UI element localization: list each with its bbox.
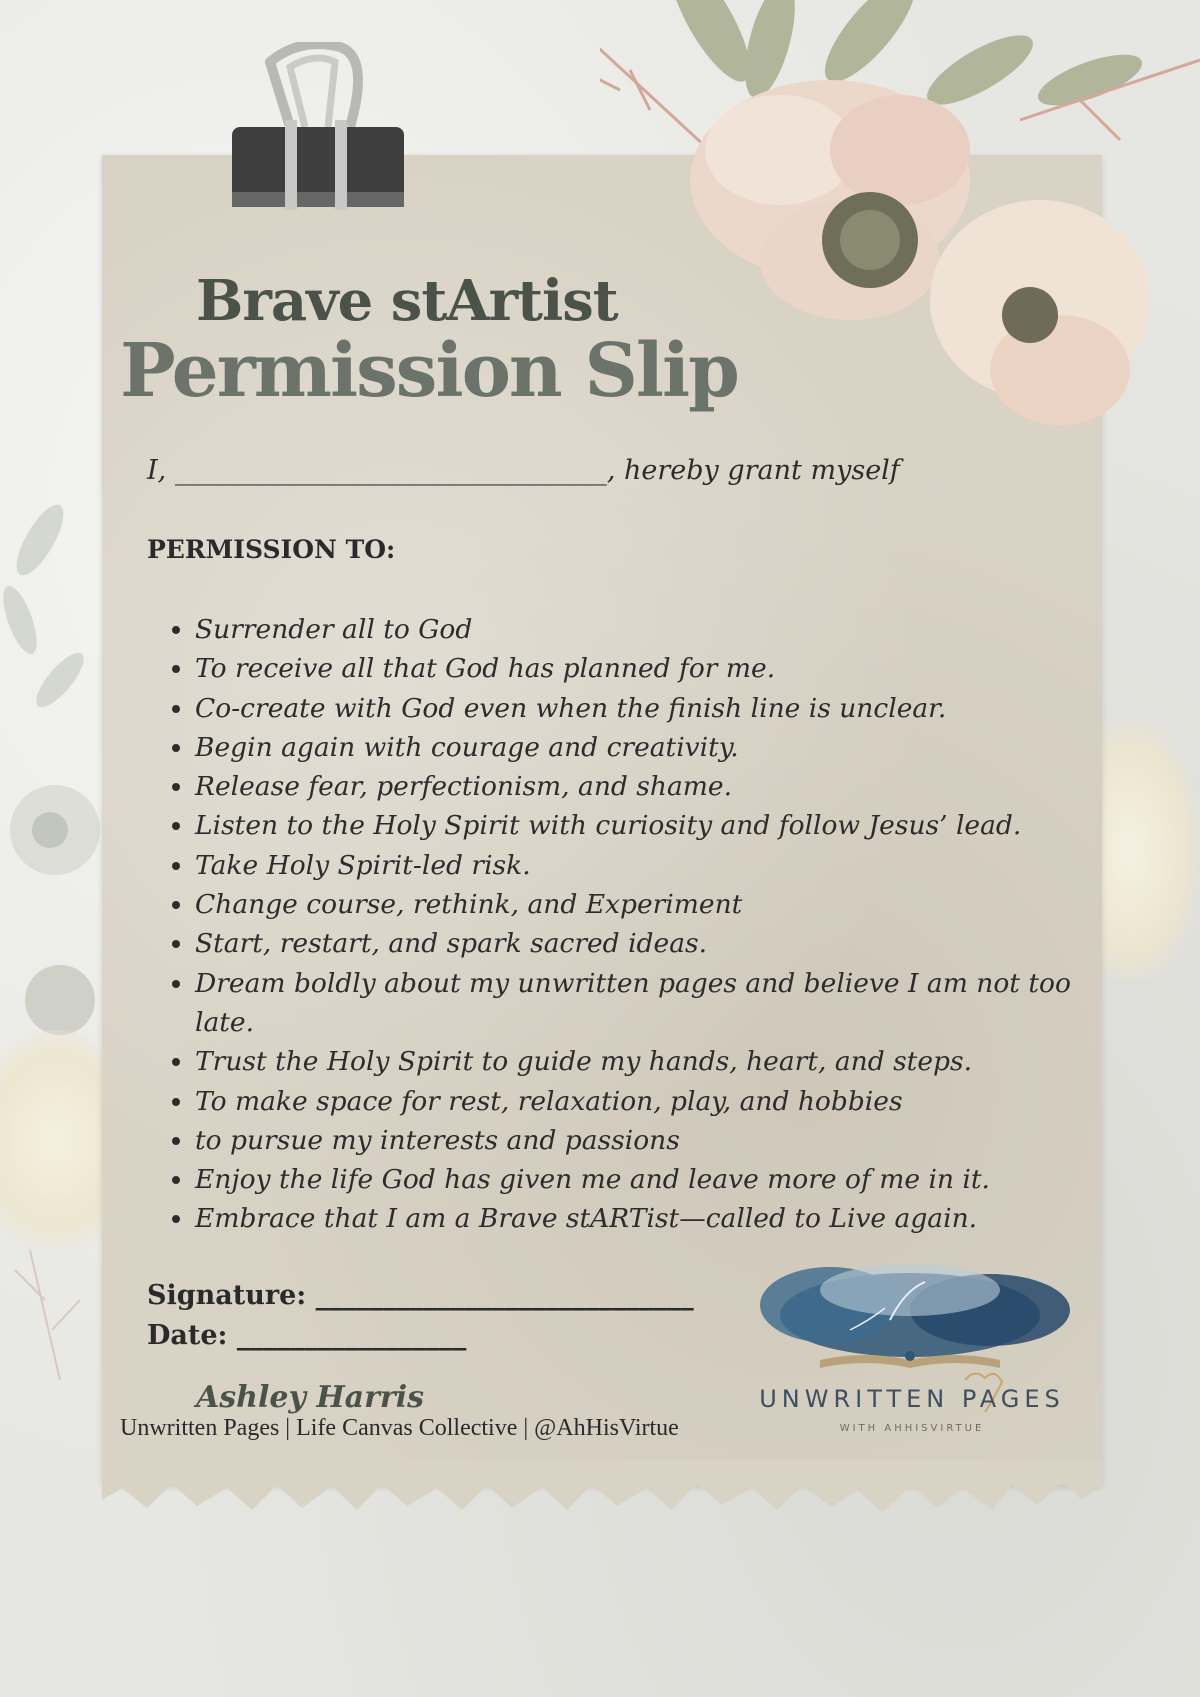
list-item: • Embrace that I am a Brave stARTist—called to Live again.: [195, 1199, 1095, 1238]
footer-credit: Unwritten Pages | Life Canvas Collective | @AhHisVirtue: [120, 1415, 679, 1441]
list-item: • To make space for rest, relaxation, play, and hobbies: [195, 1082, 1095, 1121]
leaves-decoration-left: [0, 500, 110, 1400]
list-item: • Change course, rethink, and Experiment: [195, 885, 1095, 924]
title-permission-slip: Permission Slip: [120, 328, 738, 414]
list-item: • Begin again with courage and creativity.: [195, 728, 1095, 767]
list-item: • Dream boldly about my unwritten pages and believe I am not too late.: [195, 964, 1095, 1043]
intro-statement: I, ________________________________, hereby grant myself: [147, 455, 900, 486]
date-line: Date: _________________: [147, 1320, 467, 1351]
title-brave-startist: Brave stArtist: [196, 268, 618, 334]
cream-paint-splash-right: [1100, 720, 1200, 980]
author-name: Ashley Harris: [196, 1380, 425, 1415]
list-item: • Take Holy Spirit-led risk.: [195, 846, 1095, 885]
watercolor-flowers-decoration: [600, 0, 1200, 500]
brand-name: UNWRITTEN PAGES: [759, 1385, 1065, 1413]
list-item: • Enjoy the life God has given me and leave more of me in it.: [195, 1160, 1095, 1199]
list-item: • Co-create with God even when the finish line is unclear.: [195, 689, 1095, 728]
list-item: • Trust the Holy Spirit to guide my hands, heart, and steps.: [195, 1042, 1095, 1081]
torn-paper-edge: [102, 1460, 1102, 1520]
list-item: • To receive all that God has planned for me.: [195, 649, 1095, 688]
unwritten-pages-logo: [740, 1260, 1090, 1440]
signature-line: Signature: ____________________________: [147, 1280, 694, 1311]
list-item: • Release fear, perfectionism, and shame.: [195, 767, 1095, 806]
brand-subtitle: WITH AHHISVIRTUE: [839, 1423, 985, 1434]
list-item: • Surrender all to God: [195, 610, 1095, 649]
permission-heading: PERMISSION TO:: [147, 535, 396, 564]
list-item: • Start, restart, and spark sacred ideas.: [195, 924, 1095, 963]
list-item: • to pursue my interests and passions: [195, 1121, 1095, 1160]
permissions-list: [147, 610, 1095, 1239]
binder-clip-icon: [230, 42, 410, 212]
list-item: • Listen to the Holy Spirit with curiosity and follow Jesus’ lead.: [195, 806, 1095, 845]
